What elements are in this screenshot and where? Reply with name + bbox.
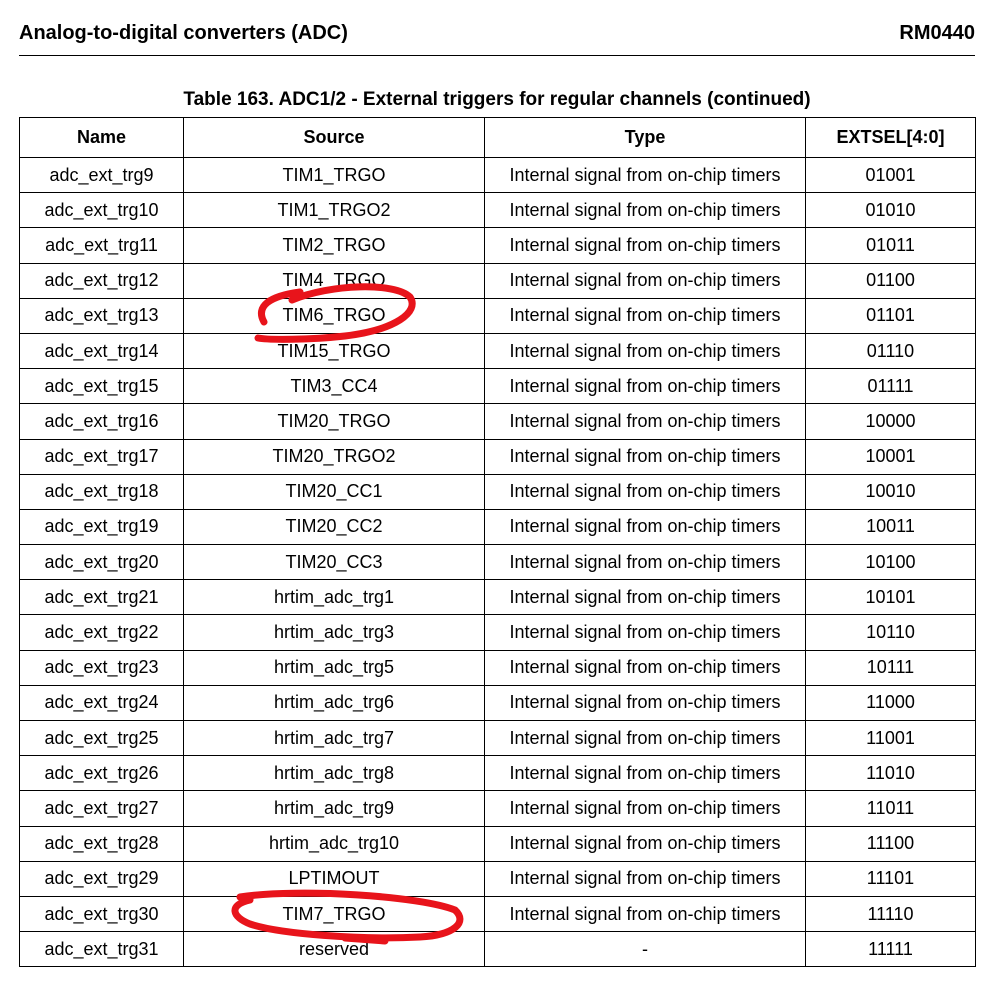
- cell-source: reserved: [184, 932, 485, 967]
- cell-source: TIM20_TRGO: [184, 404, 485, 439]
- cell-name: adc_ext_trg20: [20, 545, 184, 580]
- cell-extsel: 01100: [806, 263, 976, 298]
- table-row: [20, 932, 976, 967]
- cell-type: Internal signal from on-chip timers: [485, 545, 806, 580]
- cell-name: adc_ext_trg31: [20, 932, 184, 967]
- table-row: [20, 228, 976, 263]
- cell-source: TIM2_TRGO: [184, 228, 485, 263]
- column-header-source: Source: [184, 118, 485, 158]
- table-body: [20, 158, 976, 967]
- cell-source: TIM7_TRGO: [184, 896, 485, 931]
- cell-source: TIM1_TRGO: [184, 158, 485, 193]
- cell-source: TIM3_CC4: [184, 369, 485, 404]
- table-row: [20, 826, 976, 861]
- cell-type: Internal signal from on-chip timers: [485, 193, 806, 228]
- cell-source: hrtim_adc_trg5: [184, 650, 485, 685]
- cell-type: Internal signal from on-chip timers: [485, 298, 806, 333]
- cell-name: adc_ext_trg18: [20, 474, 184, 509]
- cell-extsel: 01010: [806, 193, 976, 228]
- section-title: Analog-to-digital converters (ADC): [19, 22, 348, 44]
- cell-source: hrtim_adc_trg3: [184, 615, 485, 650]
- cell-type: Internal signal from on-chip timers: [485, 650, 806, 685]
- table-row: [20, 721, 976, 756]
- cell-extsel: 11111: [806, 932, 976, 967]
- cell-name: adc_ext_trg24: [20, 685, 184, 720]
- cell-source: TIM15_TRGO: [184, 333, 485, 368]
- cell-extsel: 01110: [806, 333, 976, 368]
- cell-type: Internal signal from on-chip timers: [485, 474, 806, 509]
- table-caption: Table 163. ADC1/2 - External triggers for regular channels (continued): [183, 89, 811, 110]
- cell-name: adc_ext_trg25: [20, 721, 184, 756]
- external-triggers-table: [19, 117, 976, 967]
- cell-extsel: 01111: [806, 369, 976, 404]
- cell-type: Internal signal from on-chip timers: [485, 756, 806, 791]
- cell-extsel: 10110: [806, 615, 976, 650]
- cell-extsel: 10101: [806, 580, 976, 615]
- table-row: [20, 545, 976, 580]
- table-row: [20, 439, 976, 474]
- cell-name: adc_ext_trg22: [20, 615, 184, 650]
- table-row: [20, 333, 976, 368]
- cell-name: adc_ext_trg26: [20, 756, 184, 791]
- cell-type: Internal signal from on-chip timers: [485, 896, 806, 931]
- cell-source: TIM20_CC1: [184, 474, 485, 509]
- cell-name: adc_ext_trg15: [20, 369, 184, 404]
- table-row: [20, 158, 976, 193]
- cell-extsel: 01101: [806, 298, 976, 333]
- table-row: [20, 263, 976, 298]
- cell-name: adc_ext_trg10: [20, 193, 184, 228]
- cell-source: TIM20_CC2: [184, 509, 485, 544]
- table-header-row: [20, 118, 976, 158]
- cell-name: adc_ext_trg27: [20, 791, 184, 826]
- cell-type: Internal signal from on-chip timers: [485, 826, 806, 861]
- cell-type: Internal signal from on-chip timers: [485, 580, 806, 615]
- cell-source: TIM1_TRGO2: [184, 193, 485, 228]
- column-header-extsel: EXTSEL[4:0]: [806, 118, 976, 158]
- cell-extsel: 11110: [806, 896, 976, 931]
- cell-extsel: 11000: [806, 685, 976, 720]
- cell-name: adc_ext_trg21: [20, 580, 184, 615]
- cell-source: LPTIMOUT: [184, 861, 485, 896]
- cell-source: TIM20_CC3: [184, 545, 485, 580]
- cell-type: Internal signal from on-chip timers: [485, 861, 806, 896]
- cell-type: Internal signal from on-chip timers: [485, 615, 806, 650]
- table-row: [20, 615, 976, 650]
- cell-extsel: 10111: [806, 650, 976, 685]
- cell-name: adc_ext_trg16: [20, 404, 184, 439]
- cell-extsel: 10100: [806, 545, 976, 580]
- cell-source: TIM4_TRGO: [184, 263, 485, 298]
- cell-extsel: 10000: [806, 404, 976, 439]
- page-header: [19, 22, 975, 56]
- table-row: [20, 756, 976, 791]
- cell-type: Internal signal from on-chip timers: [485, 263, 806, 298]
- cell-type: Internal signal from on-chip timers: [485, 685, 806, 720]
- table-row: [20, 580, 976, 615]
- cell-type: Internal signal from on-chip timers: [485, 439, 806, 474]
- cell-name: adc_ext_trg12: [20, 263, 184, 298]
- cell-extsel: 10001: [806, 439, 976, 474]
- cell-type: Internal signal from on-chip timers: [485, 333, 806, 368]
- cell-name: adc_ext_trg11: [20, 228, 184, 263]
- table-row: [20, 896, 976, 931]
- cell-type: Internal signal from on-chip timers: [485, 404, 806, 439]
- cell-extsel: 11001: [806, 721, 976, 756]
- cell-type: Internal signal from on-chip timers: [485, 721, 806, 756]
- cell-name: adc_ext_trg9: [20, 158, 184, 193]
- column-header-name: Name: [20, 118, 184, 158]
- cell-type: Internal signal from on-chip timers: [485, 369, 806, 404]
- table-row: [20, 369, 976, 404]
- cell-source: hrtim_adc_trg7: [184, 721, 485, 756]
- cell-extsel: 11011: [806, 791, 976, 826]
- table-row: [20, 298, 976, 333]
- cell-source: hrtim_adc_trg6: [184, 685, 485, 720]
- cell-name: adc_ext_trg14: [20, 333, 184, 368]
- cell-name: adc_ext_trg23: [20, 650, 184, 685]
- cell-extsel: 11100: [806, 826, 976, 861]
- cell-name: adc_ext_trg19: [20, 509, 184, 544]
- cell-name: adc_ext_trg30: [20, 896, 184, 931]
- cell-type: Internal signal from on-chip timers: [485, 158, 806, 193]
- table-row: [20, 404, 976, 439]
- cell-extsel: 10010: [806, 474, 976, 509]
- cell-source: hrtim_adc_trg9: [184, 791, 485, 826]
- cell-extsel: 01001: [806, 158, 976, 193]
- table-row: [20, 193, 976, 228]
- cell-extsel: 01011: [806, 228, 976, 263]
- cell-name: adc_ext_trg13: [20, 298, 184, 333]
- table-row: [20, 509, 976, 544]
- table-row: [20, 650, 976, 685]
- cell-source: TIM20_TRGO2: [184, 439, 485, 474]
- cell-name: adc_ext_trg28: [20, 826, 184, 861]
- document-id: RM0440: [899, 22, 975, 44]
- cell-extsel: 11010: [806, 756, 976, 791]
- cell-type: -: [485, 932, 806, 967]
- table-row: [20, 474, 976, 509]
- cell-type: Internal signal from on-chip timers: [485, 791, 806, 826]
- cell-extsel: 10011: [806, 509, 976, 544]
- cell-source: hrtim_adc_trg8: [184, 756, 485, 791]
- cell-name: adc_ext_trg17: [20, 439, 184, 474]
- cell-extsel: 11101: [806, 861, 976, 896]
- cell-source: hrtim_adc_trg1: [184, 580, 485, 615]
- cell-source: hrtim_adc_trg10: [184, 826, 485, 861]
- cell-name: adc_ext_trg29: [20, 861, 184, 896]
- table-row: [20, 861, 976, 896]
- table-row: [20, 685, 976, 720]
- cell-type: Internal signal from on-chip timers: [485, 228, 806, 263]
- cell-source: TIM6_TRGO: [184, 298, 485, 333]
- cell-type: Internal signal from on-chip timers: [485, 509, 806, 544]
- table-row: [20, 791, 976, 826]
- column-header-type: Type: [485, 118, 806, 158]
